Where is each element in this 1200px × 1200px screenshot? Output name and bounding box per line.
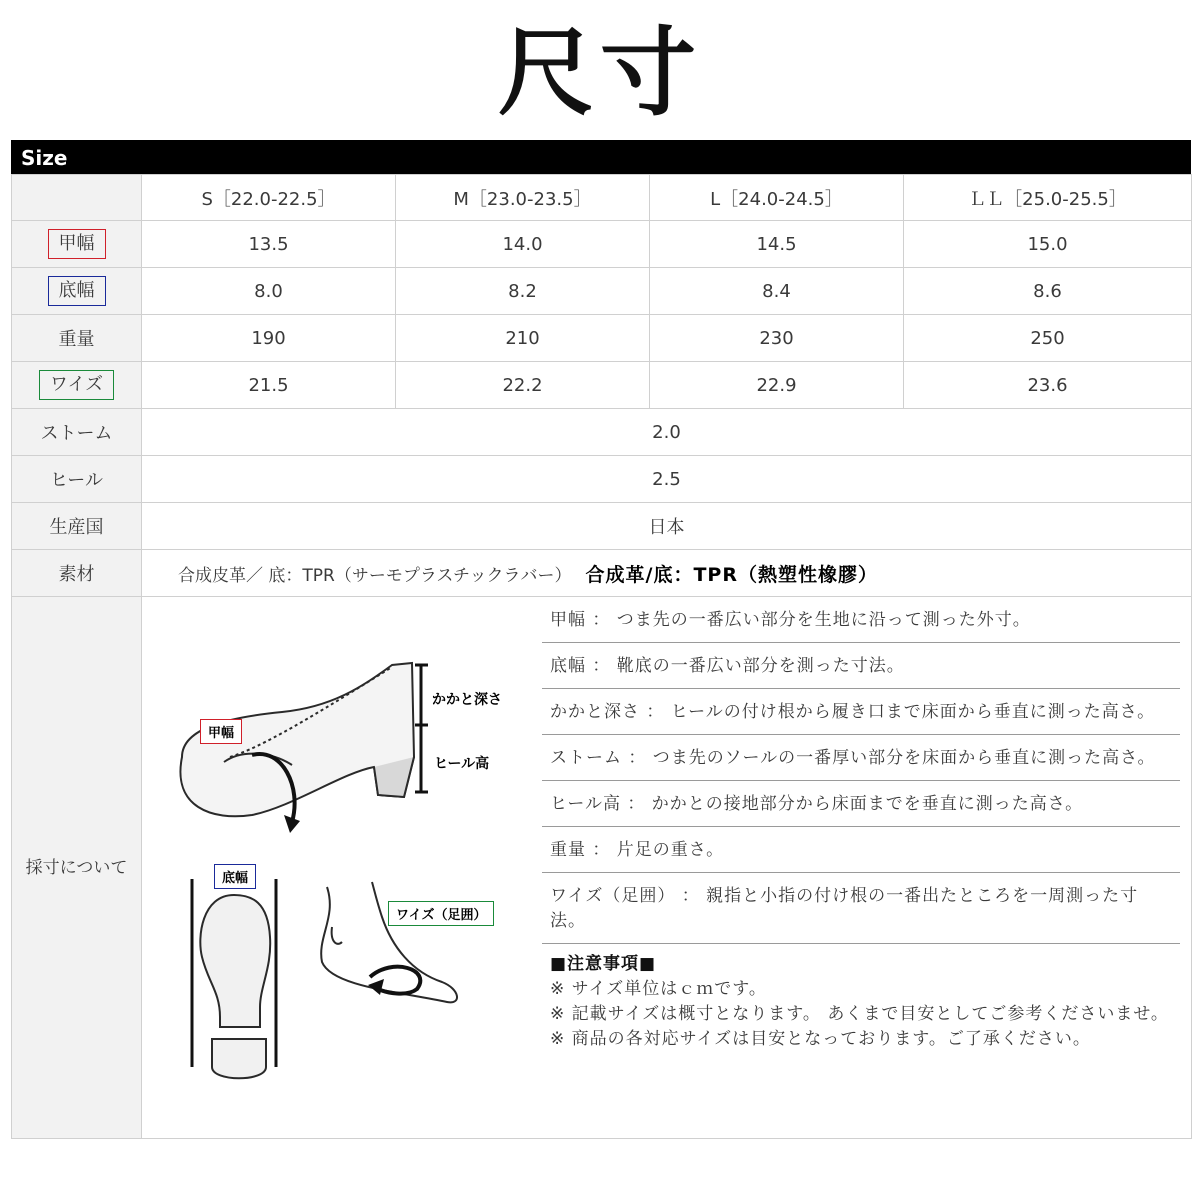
table-cell: 22.9 (650, 362, 904, 409)
page-title: 尺寸 (498, 17, 702, 129)
table-cell: 14.0 (396, 221, 650, 268)
table-row (12, 268, 1192, 315)
table-cell: 15.0 (904, 221, 1192, 268)
table-cell: 23.6 (904, 362, 1192, 409)
note-item: ストーム ： つま先のソールの一番厚い部分を床面から垂直に測った高さ。 (542, 735, 1180, 781)
corner-cell (12, 175, 142, 221)
size-header-bar: Size (11, 140, 1191, 174)
caution-line: ※ サイズ単位はｃｍです。 (550, 979, 767, 999)
note-item: 底幅 ： 靴底の一番広い部分を測った寸法。 (542, 643, 1180, 689)
caution-line: ※ 記載サイズは概寸となります。 あくまで目安としてご参考くださいませ。 (550, 1004, 1169, 1024)
caution-section (542, 944, 1180, 1052)
table-cell: 250 (904, 315, 1192, 362)
heel-depth-label: かかと深さ (432, 692, 502, 708)
row-label-wise: ワイズ (39, 370, 114, 400)
material-value-cn: 合成革/底：TPR（熱塑性橡膠） (585, 563, 878, 586)
material-cell (142, 550, 1192, 597)
heel-value: 2.5 (142, 456, 1192, 503)
kohaba-tag: 甲幅 (200, 719, 242, 744)
table-row (12, 221, 1192, 268)
measure-wrap (142, 597, 1191, 1138)
caution-line: ※ 商品の各対応サイズは目安となっております。ご了承ください。 (550, 1029, 1091, 1049)
row-label-stome: ストーム (12, 409, 142, 456)
table-cell: 8.2 (396, 268, 650, 315)
table-cell: 22.2 (396, 362, 650, 409)
note-item: ワイズ（足囲） ： 親指と小指の付け根の一番出たところを一周測った寸法。 (542, 873, 1180, 944)
measurement-notes (542, 597, 1180, 1052)
table-cell: 230 (650, 315, 904, 362)
row-label-kohaba: 甲幅 (48, 229, 106, 259)
caution-heading: ■注意事項■ (550, 954, 657, 974)
column-header-l: L［24.0-24.5］ (650, 175, 904, 221)
row-label-cell (12, 268, 142, 315)
note-item: 重量 ： 片足の重さ。 (542, 827, 1180, 873)
table-row (12, 503, 1192, 550)
measure-cell (142, 597, 1192, 1139)
table-cell: 21.5 (142, 362, 396, 409)
row-label-sokohaba: 底幅 (48, 276, 106, 306)
table-cell: 8.0 (142, 268, 396, 315)
row-label-cell (12, 221, 142, 268)
table-cell: 13.5 (142, 221, 396, 268)
table-row (12, 456, 1192, 503)
row-label-heel: ヒール (12, 456, 142, 503)
wise-tag: ワイズ（足囲） (388, 901, 494, 926)
table-cell: 14.5 (650, 221, 904, 268)
note-item: かかと深さ ： ヒールの付け根から履き口まで床面から垂直に測った高さ。 (542, 689, 1180, 735)
table-cell: 8.6 (904, 268, 1192, 315)
column-header-s: S［22.0-22.5］ (142, 175, 396, 221)
origin-value: 日本 (142, 503, 1192, 550)
table-row (12, 409, 1192, 456)
row-label-material: 素材 (12, 550, 142, 597)
stome-value: 2.0 (142, 409, 1192, 456)
shoe-drawing (142, 597, 542, 1138)
table-row (12, 597, 1192, 1139)
table-row (12, 315, 1192, 362)
material-value: 合成皮革／ 底：TPR（サーモプラスチックラバー） (178, 565, 572, 586)
row-label-measure: 採寸について (12, 597, 142, 1139)
column-header-ll: ＬＬ［25.0-25.5］ (904, 175, 1192, 221)
row-label-cell (12, 362, 142, 409)
heel-height-label: ヒール高 (434, 756, 490, 772)
table-cell: 190 (142, 315, 396, 362)
size-table (11, 174, 1192, 1139)
sokohaba-tag: 底幅 (214, 864, 256, 889)
table-header-row (12, 175, 1192, 221)
shoe-illustration (142, 597, 542, 1138)
note-item: 甲幅 ： つま先の一番広い部分を生地に沿って測った外寸。 (542, 597, 1180, 643)
row-label-weight: 重量 (12, 315, 142, 362)
note-item: ヒール高 ： かかとの接地部分から床面までを垂直に測った高さ。 (542, 781, 1180, 827)
row-label-origin: 生産国 (12, 503, 142, 550)
table-row (12, 362, 1192, 409)
column-header-m: M［23.0-23.5］ (396, 175, 650, 221)
table-cell: 210 (396, 315, 650, 362)
table-cell: 8.4 (650, 268, 904, 315)
table-row (12, 550, 1192, 597)
